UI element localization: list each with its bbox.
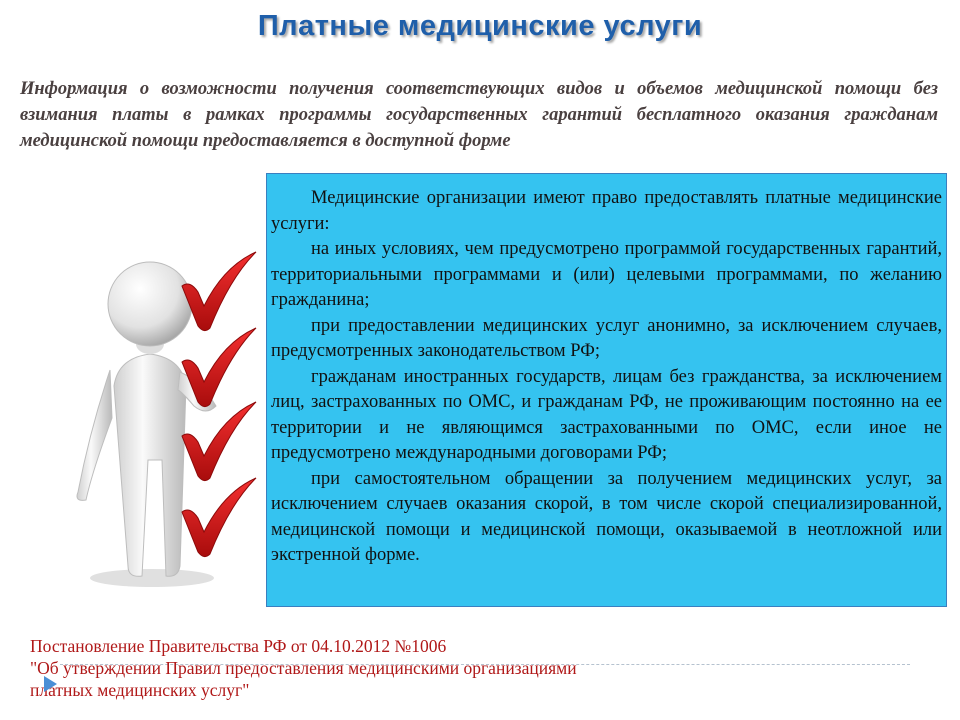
footer-line: Постановление Правительства РФ от 04.10.2012 №1006: [30, 636, 447, 656]
info-paragraph: при предоставлении медицинских услуг анонимно, за исключением случаев, предусмотренных законодательством РФ;: [271, 315, 942, 361]
checkmark-icon: [182, 478, 256, 557]
info-paragraph: на иных условиях, чем предусмотрено программой государственных гарантий, территориальными программами и (или) целевыми программами, по желанию гражданина;: [271, 239, 942, 310]
footer-line: "Об утверждении Правил предоставления медицинскими организациями: [30, 658, 577, 678]
page-title: Платные медицинские услуги: [257, 10, 703, 42]
next-arrow-icon[interactable]: [44, 676, 57, 692]
checkmark-icon: [182, 252, 256, 331]
person-with-checklist: [70, 210, 270, 590]
info-paragraph: Медицинские организации имеют право предоставлять платные медицинские услуги:: [271, 188, 942, 234]
checkmark-icon: [182, 402, 256, 481]
subtitle: Информация о возможности получения соответствующих видов и объемов медицинской помощи без взимания платы в рамках программы государственных гарантий бесплатного оказания гражданам медицинской помощи предоставляется в доступной форме: [20, 79, 938, 151]
info-paragraph: гражданам иностранных государств, лицам без гражданства, за исключением лиц, застрахованных по ОМС, и гражданам РФ, не проживающим постоянно на ее территории и не являющимся застрахованными по ОМС, если иное не предусмотрено международными договорами РФ;: [271, 366, 942, 463]
info-box: [266, 173, 947, 607]
footer-reference: [30, 635, 830, 701]
footer-line: платных медицинских услуг": [30, 680, 250, 700]
info-paragraph: при самостоятельном обращении за получением медицинских услуг, за исключением случаев оказания скорой, в том числе скорой специализированной, медицинской помощи и медицинской помощи, оказываемой в неотложной или экстренной форме.: [271, 468, 942, 565]
